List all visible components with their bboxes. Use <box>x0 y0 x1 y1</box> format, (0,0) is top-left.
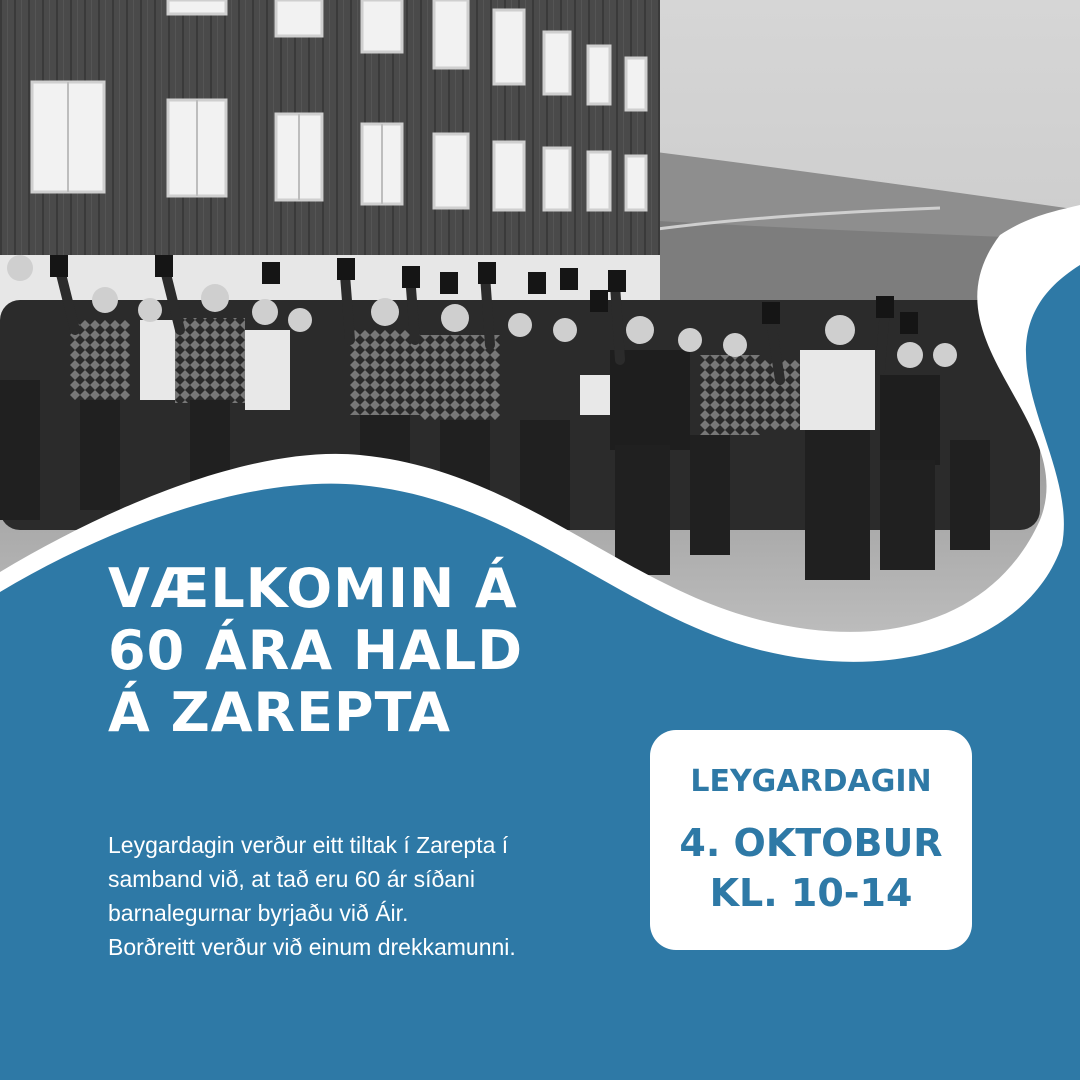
description-line-1: Leygardagin verður eitt tiltak í Zarepta í <box>108 832 509 858</box>
description-line-2: samband við, at tað eru 60 ár síðani <box>108 866 475 892</box>
headline-line-3: Á ZAREPTA <box>108 681 452 744</box>
event-description <box>108 828 628 964</box>
event-time: KL. 10-14 <box>709 871 913 915</box>
event-date: 4. OKTOBUR <box>679 821 943 865</box>
headline-line-2: 60 ÁRA HALD <box>108 619 524 682</box>
event-date-card <box>650 730 972 950</box>
description-line-3: barnalegurnar byrjaðu við Áir. <box>108 900 409 926</box>
headline-line-1: VÆLKOMIN Á <box>108 557 518 620</box>
event-day: LEYGARDAGIN <box>690 764 932 799</box>
description-line-4: Borðreitt verður við einum drekkamunni. <box>108 934 516 960</box>
headline <box>108 558 523 744</box>
